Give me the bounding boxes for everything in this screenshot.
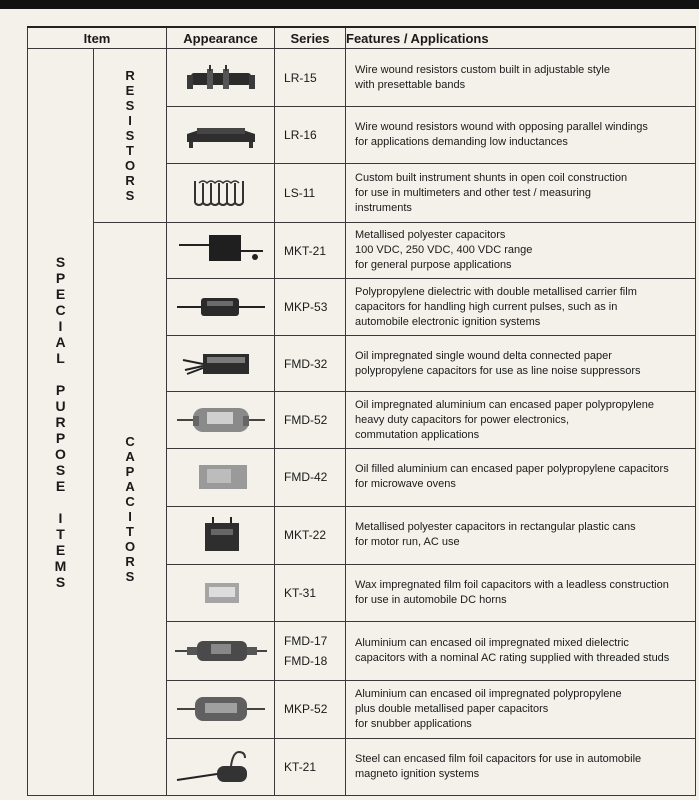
- series-cell: [275, 506, 346, 564]
- category-label-resistors: R E S I S T O R S: [94, 49, 167, 223]
- feature-line: Polypropylene dielectric with double metallised carrier film: [355, 285, 637, 298]
- appearance-cell: [167, 49, 275, 107]
- feature-line: for general purpose applications: [355, 259, 512, 272]
- series-code: LS-11: [284, 186, 316, 201]
- feature-line: 100 VDC, 250 VDC, 400 VDC range: [355, 244, 533, 257]
- series-code: FMD-18: [284, 653, 328, 668]
- adjustable-resistor-icon: [179, 69, 263, 86]
- top-border: [0, 0, 699, 9]
- feature-line: for motor run, AC use: [355, 536, 460, 549]
- feature-line: for use in multimeters and other test / measuring: [355, 186, 592, 199]
- series-code: MKT-22: [284, 528, 327, 543]
- feature-line: for snubber applications: [355, 717, 472, 730]
- stud-capacitor-icon: [173, 642, 269, 659]
- feature-line: plus double metallised paper capacitors: [355, 702, 549, 715]
- series-cell: [275, 107, 346, 164]
- feature-line: Custom built instrument shunts in open coil construction: [355, 171, 628, 184]
- feature-line: capacitors for handling high current pulses, such as in: [355, 300, 618, 313]
- features-cell: [346, 164, 696, 223]
- appearance-cell: [167, 336, 275, 392]
- feature-line: magneto ignition systems: [355, 767, 480, 780]
- series-cell: [275, 392, 346, 449]
- series-code: FMD-17: [284, 633, 328, 648]
- features-cell: [346, 49, 696, 107]
- series-cell: [275, 164, 346, 223]
- feature-line: Oil filled aluminium can encased paper polypropylene capacitors: [355, 463, 669, 476]
- appearance-cell: [167, 621, 275, 680]
- features-cell: [346, 564, 696, 621]
- series-code: KT-31: [284, 585, 317, 600]
- appearance-cell: [167, 223, 275, 279]
- table-row: [28, 223, 696, 279]
- suppressor-capacitor-icon: [173, 355, 269, 372]
- features-cell: [346, 336, 696, 392]
- bracket-resistor-icon: [179, 126, 263, 143]
- feature-line: Aluminium can encased oil impregnated mixed dielectric: [355, 636, 629, 649]
- features-cell: [346, 223, 696, 279]
- feature-line: Metallised polyester capacitors in rectangular plastic cans: [355, 521, 636, 534]
- feature-line: commutation applications: [355, 428, 480, 441]
- series-cell: [275, 621, 346, 680]
- features-cell: [346, 107, 696, 164]
- feature-line: for microwave ovens: [355, 478, 456, 491]
- feature-line: polypropylene capacitors for use as line noise suppressors: [355, 364, 641, 377]
- series-cell: [275, 223, 346, 279]
- appearance-cell: [167, 449, 275, 506]
- feature-line: with presettable bands: [355, 78, 466, 91]
- appearance-cell: [167, 279, 275, 336]
- appearance-cell: [167, 680, 275, 738]
- features-cell: [346, 279, 696, 336]
- series-code: FMD-32: [284, 356, 328, 371]
- group-label-special-purpose-items: S P E C I A L P U R P O S E I T E M S: [28, 49, 94, 796]
- feature-line: instruments: [355, 201, 412, 214]
- features-cell: [346, 680, 696, 738]
- header-series: Series: [275, 27, 346, 49]
- feature-line: heavy duty capacitors for power electronics,: [355, 413, 570, 426]
- series-code: LR-15: [284, 70, 317, 85]
- box-capacitor-icon: [173, 242, 269, 259]
- appearance-cell: [167, 738, 275, 795]
- category-label-capacitors: C A P A C I T O R S: [94, 223, 167, 796]
- series-cell: [275, 680, 346, 738]
- feature-line: for applications demanding low inductances: [355, 136, 568, 149]
- appearance-cell: [167, 107, 275, 164]
- feature-line: Wire wound resistors custom built in adjustable style: [355, 63, 610, 76]
- features-cell: [346, 392, 696, 449]
- header-features: Features / Applications: [346, 27, 696, 49]
- series-code: FMD-42: [284, 470, 328, 485]
- feature-line: Oil impregnated aluminium can encased paper polypropylene: [355, 398, 655, 411]
- features-cell: [346, 621, 696, 680]
- feature-line: Wax impregnated film foil capacitors with a leadless construction: [355, 578, 669, 591]
- snubber-capacitor-icon: [173, 700, 269, 717]
- feature-line: capacitors with a nominal AC rating supplied with threaded studs: [355, 651, 670, 664]
- feature-line: for use in automobile DC horns: [355, 593, 507, 606]
- series-code: FMD-52: [284, 413, 328, 428]
- feature-line: Steel can encased film foil capacitors for use in automobile: [355, 752, 642, 765]
- magneto-capacitor-icon: [173, 758, 269, 775]
- features-cell: [346, 506, 696, 564]
- series-cell: [275, 336, 346, 392]
- appearance-cell: [167, 564, 275, 621]
- appearance-cell: [167, 392, 275, 449]
- series-cell: [275, 449, 346, 506]
- microwave-capacitor-icon: [173, 469, 269, 486]
- features-cell: [346, 738, 696, 795]
- series-cell: [275, 279, 346, 336]
- appearance-cell: [167, 506, 275, 564]
- series-code: MKP-53: [284, 300, 328, 315]
- product-table: [27, 26, 696, 796]
- header-row: [28, 27, 696, 49]
- series-code: KT-21: [284, 759, 317, 774]
- series-cell: [275, 564, 346, 621]
- header-appearance: Appearance: [167, 27, 275, 49]
- series-code: MKP-52: [284, 702, 328, 717]
- can-capacitor-icon: [173, 412, 269, 429]
- feature-line: Oil impregnated single wound delta connected paper: [355, 349, 612, 362]
- coil-shunt-icon: [179, 184, 263, 201]
- feature-line: Metallised polyester capacitors: [355, 229, 506, 242]
- series-cell: [275, 49, 346, 107]
- series-code: LR-16: [284, 128, 317, 143]
- axial-capacitor-icon: [173, 299, 269, 316]
- feature-line: Aluminium can encased oil impregnated polypropylene: [355, 687, 622, 700]
- leadless-capacitor-icon: [173, 584, 269, 601]
- header-item: Item: [28, 27, 167, 49]
- series-cell: [275, 738, 346, 795]
- feature-line: automobile electronic ignition systems: [355, 315, 541, 328]
- features-cell: [346, 449, 696, 506]
- table-row: [28, 49, 696, 107]
- rectangular-can-capacitor-icon: [173, 526, 269, 543]
- feature-line: Wire wound resistors wound with opposing parallel windings: [355, 121, 648, 134]
- series-code: MKT-21: [284, 243, 327, 258]
- appearance-cell: [167, 164, 275, 223]
